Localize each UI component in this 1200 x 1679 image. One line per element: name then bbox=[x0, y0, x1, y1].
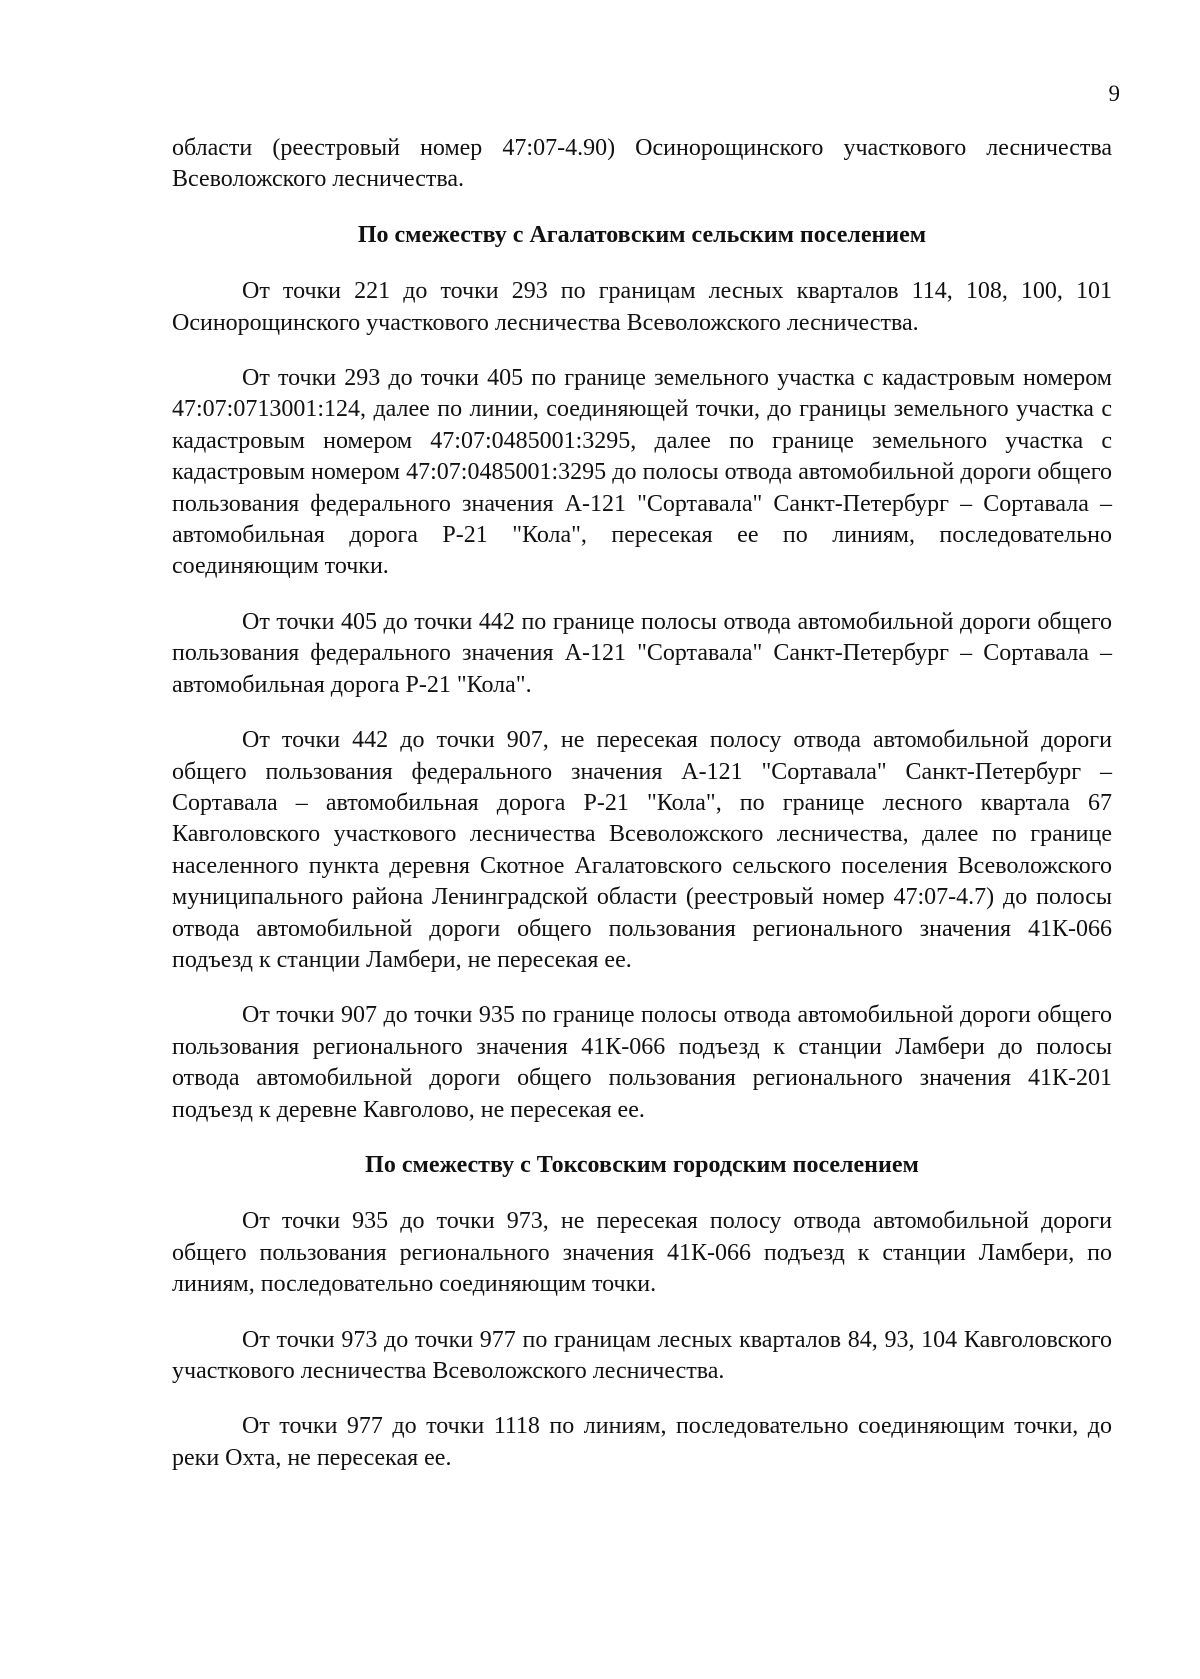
paragraph-continuation: области (реестровый номер 47:07-4.90) Осинорощинского участкового лесничества Всеволожского лесничества. bbox=[172, 135, 1112, 193]
paragraph: От точки 442 до точки 907, не пересекая полосу отвода автомобильной дороги общего пользования федерального значения А-121 "Сортавала" Санкт-Петербург – Сортавала – автомобильная дорога Р-21 "Кола", по границе лесного квартала 67 Кавголовского участкового лесничества Всеволожского лесничества, далее по границе населенного пункта деревня Скотное Агалатовского сельского поселения Всеволожского муниципального района Ленинградской области (реестровый номер 47:07-4.7) до полосы отвода автомобильной дороги общего пользования регионального значения 41К-066 подъезд к станции Ламбери, не пересекая ее. bbox=[172, 727, 1112, 973]
paragraph: От точки 977 до точки 1118 по линиям, последовательно соединяющим точки, до реки Охта, не пересекая ее. bbox=[172, 1413, 1112, 1471]
paragraph: От точки 973 до точки 977 по границам лесных кварталов 84, 93, 104 Кавголовского участкового лесничества Всеволожского лесничества. bbox=[172, 1326, 1112, 1384]
document-body bbox=[172, 133, 1112, 1498]
paragraph: От точки 221 до точки 293 по границам лесных кварталов 114, 108, 100, 101 Осинорощинского участкового лесничества Всеволожского лесничества. bbox=[172, 278, 1112, 336]
paragraph: От точки 405 до точки 442 по границе полосы отвода автомобильной дороги общего пользования федерального значения А-121 "Сортавала" Санкт-Петербург – Сортавала – автомобильная дорога Р-21 "Кола". bbox=[172, 608, 1112, 698]
paragraph: От точки 293 до точки 405 по границе земельного участка с кадастровым номером 47:07:0713001:124, далее по линии, соединяющей точки, до границы земельного участка с кадастровым номером 47:07:0485001:3295, далее по границе земельного участка с кадастровым номером 47:07:0485001:3295 до полосы отвода автомобильной дороги общего пользования федерального значения А-121 "Сортавала" Санкт-Петербург – Сортавала – автомобильная дорога Р-21 "Кола", пересекая ее по линиям, последовательно соединяющим точки. bbox=[172, 365, 1112, 580]
section-heading-toksovo: По смежеству с Токсовским городским поселением bbox=[365, 1151, 919, 1178]
page-number: 9 bbox=[1108, 81, 1120, 106]
paragraph: От точки 907 до точки 935 по границе полосы отвода автомобильной дороги общего пользования регионального значения 41К-066 подъезд к станции Ламбери до полосы отвода автомобильной дороги общего пользования регионального значения 41К-201 подъезд к деревне Кавголово, не пересекая ее. bbox=[172, 1002, 1112, 1123]
paragraph: От точки 935 до точки 973, не пересекая полосу отвода автомобильной дороги общего пользования регионального значения 41К-066 подъезд к станции Ламбери, по линиям, последовательно соединяющим точки. bbox=[172, 1208, 1112, 1298]
section-heading-agalatovo: По смежеству с Агалатовским сельским поселением bbox=[357, 221, 927, 248]
